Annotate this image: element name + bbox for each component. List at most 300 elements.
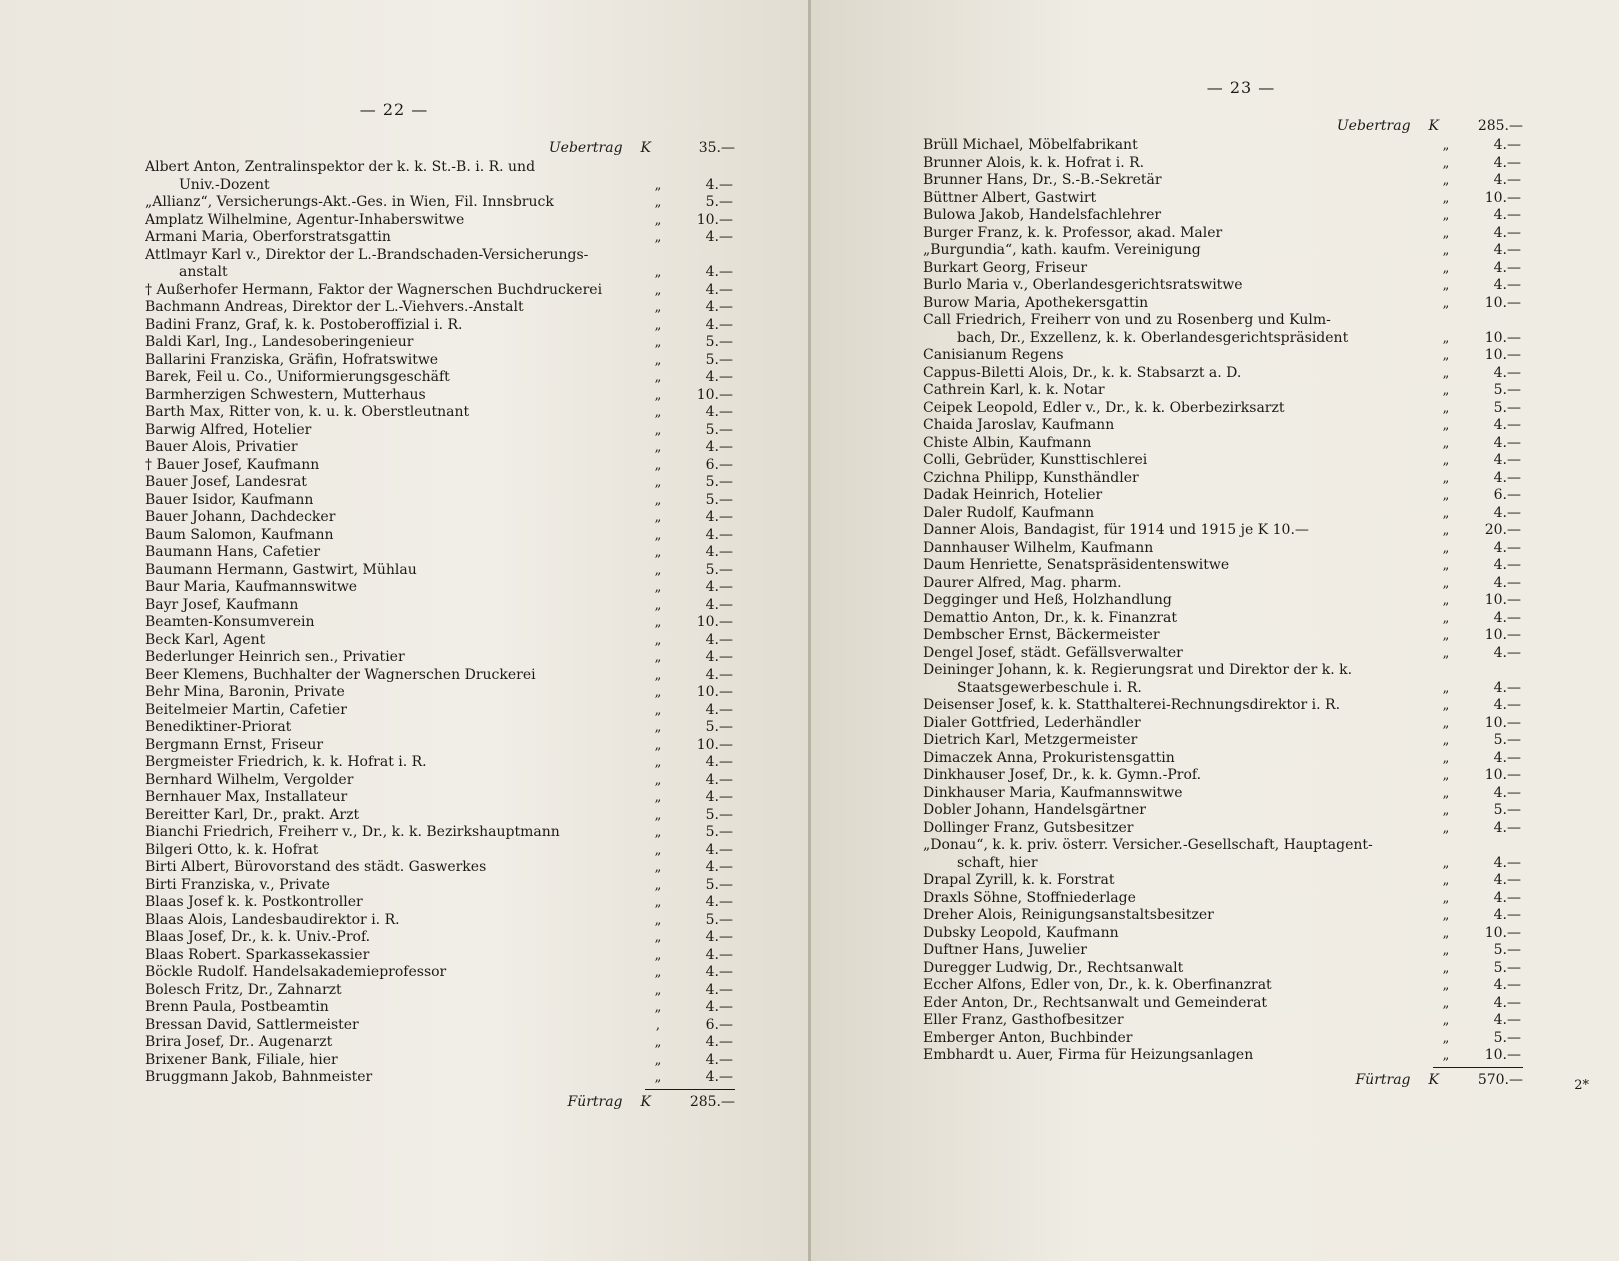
ditto-mark: „ xyxy=(654,912,662,928)
entry-row xyxy=(145,317,735,335)
entry-amount: 4.— xyxy=(1493,644,1521,661)
entry-amount: 4.— xyxy=(705,841,733,858)
entry-name: Eller Franz, Gasthofbesitzer xyxy=(923,1012,1124,1028)
entry-row xyxy=(145,334,735,352)
entry-row xyxy=(923,172,1523,190)
entry-row xyxy=(145,824,735,842)
ditto-mark: „ xyxy=(1442,383,1450,398)
entry-amount: 4.— xyxy=(1493,679,1521,696)
entry-row xyxy=(145,229,735,247)
ditto-mark: „ xyxy=(1442,295,1450,311)
ditto-mark: „ xyxy=(654,177,662,193)
entry-row xyxy=(145,1069,735,1087)
entry-row xyxy=(923,925,1523,943)
entry-row xyxy=(145,194,735,212)
ditto-mark: „ xyxy=(654,370,662,385)
entry-name: Bauer Isidor, Kaufmann xyxy=(145,491,314,508)
ditto-mark: „ xyxy=(654,335,662,350)
entry-name: Barwig Alfred, Hotelier xyxy=(145,421,312,438)
entry-name: Univ.-Dozent xyxy=(179,176,270,193)
entry-name: Armani Maria, Oberforstratsgattin xyxy=(145,229,391,245)
ditto-mark: „ xyxy=(654,790,662,805)
entry-row xyxy=(923,1047,1523,1065)
ditto-mark: „ xyxy=(1442,960,1450,976)
entry-amount: 5.— xyxy=(1493,942,1521,958)
entry-amount: 4.— xyxy=(705,631,733,648)
entry-row xyxy=(145,177,735,195)
entry-amount: 4.— xyxy=(705,526,733,543)
entry-name: Brunner Alois, k. k. Hofrat i. R. xyxy=(923,154,1145,171)
ditto-mark: „ xyxy=(1442,488,1450,503)
entry-amount: 4.— xyxy=(705,229,733,245)
entry-row xyxy=(145,772,735,790)
ditto-mark: „ xyxy=(1442,890,1450,906)
ditto-mark: „ xyxy=(1442,750,1450,766)
entry-row xyxy=(145,649,735,667)
entry-name: Brixener Bank, Filiale, hier xyxy=(145,1051,338,1068)
entry-name: Beer Klemens, Buchhalter der Wagnerschen Druckerei xyxy=(145,666,536,683)
entry-amount: 4.— xyxy=(705,649,733,665)
carry-currency: K xyxy=(1428,1071,1439,1088)
ditto-mark: „ xyxy=(654,545,662,560)
entry-name: Baldi Karl, Ing., Landesoberingenieur xyxy=(145,334,414,350)
entry-row xyxy=(923,382,1523,400)
entry-name: Dadak Heinrich, Hotelier xyxy=(923,487,1103,503)
entry-name: Birti Franziska, v., Private xyxy=(145,876,330,893)
ditto-mark: „ xyxy=(1442,138,1450,153)
entry-amount: 10.— xyxy=(1484,592,1521,608)
entry-row xyxy=(145,159,735,177)
entry-row xyxy=(145,754,735,772)
entry-amount: 4.— xyxy=(1493,364,1521,381)
entry-row xyxy=(145,982,735,1000)
page-right xyxy=(811,0,1619,1261)
carry-label: Fürtrag xyxy=(1355,1071,1411,1088)
entry-name: Bernhard Wilhelm, Vergolder xyxy=(145,771,354,788)
entry-amount: 4.— xyxy=(705,1034,733,1050)
ditto-mark: „ xyxy=(1442,575,1450,591)
entry-amount: 10.— xyxy=(696,736,733,753)
entry-name: Bederlunger Heinrich sen., Privatier xyxy=(145,649,405,665)
entry-name: Blaas Alois, Landesbaudirektor i. R. xyxy=(145,911,400,928)
entry-row xyxy=(145,282,735,300)
ditto-mark: „ xyxy=(654,702,662,718)
entry-name: Bauer Alois, Privatier xyxy=(145,439,298,455)
ditto-mark: „ xyxy=(654,737,662,753)
entry-amount: 4.— xyxy=(705,1069,733,1085)
ditto-mark: „ xyxy=(1442,995,1450,1011)
entry-name: Bruggmann Jakob, Bahnmeister xyxy=(145,1069,373,1085)
entry-row xyxy=(145,544,735,562)
entry-amount: 10.— xyxy=(696,211,733,228)
entry-amount: 4.— xyxy=(705,281,733,298)
ditto-mark: „ xyxy=(654,720,662,735)
entry-name: Amplatz Wilhelmine, Agentur-Inhaberswitwe xyxy=(145,211,465,228)
entry-name: Beck Karl, Agent xyxy=(145,631,266,648)
ditto-mark: „ xyxy=(654,1070,662,1085)
ditto-mark: „ xyxy=(654,895,662,910)
entry-row xyxy=(923,330,1523,348)
ditto-mark: „ xyxy=(654,842,662,858)
ditto-mark: „ xyxy=(654,860,662,875)
signature-mark: 2* xyxy=(1574,1078,1589,1093)
entry-row xyxy=(923,627,1523,645)
carry-out-row xyxy=(923,1072,1523,1091)
entry-name: Bernhauer Max, Installateur xyxy=(145,789,348,805)
entry-row xyxy=(923,540,1523,558)
entry-name: „Allianz“, Versicherungs-Akt.-Ges. in Wien, Fil. Innsbruck xyxy=(145,194,554,210)
ditto-mark: „ xyxy=(1442,610,1450,626)
entry-amount: 4.— xyxy=(705,596,733,613)
entry-name: Daum Henriette, Senatspräsidentenswitwe xyxy=(923,557,1230,573)
page-number: — 22 — xyxy=(359,100,429,119)
ditto-mark: „ xyxy=(654,1000,662,1015)
ditto-mark: „ xyxy=(1442,558,1450,573)
entry-amount: 20.— xyxy=(1484,522,1521,538)
ditto-mark: „ xyxy=(1442,908,1450,923)
entry-amount: 4.— xyxy=(1493,889,1521,906)
entry-amount: 4.— xyxy=(1493,609,1521,626)
ditto-mark: „ xyxy=(654,807,662,823)
entry-row xyxy=(923,890,1523,908)
entry-name: Daler Rudolf, Kaufmann xyxy=(923,504,1095,521)
entry-amount: 4.— xyxy=(1493,242,1521,258)
entry-amount: 10.— xyxy=(1484,347,1521,363)
entry-row xyxy=(923,977,1523,995)
entry-name: Dollinger Franz, Gutsbesitzer xyxy=(923,819,1134,836)
entry-name: Call Friedrich, Freiherr von und zu Rosenberg und Kulm- xyxy=(923,312,1331,328)
ditto-mark: „ xyxy=(1442,680,1450,696)
carry-out-row xyxy=(145,1094,735,1113)
entry-row xyxy=(923,155,1523,173)
ditto-mark: „ xyxy=(654,825,662,840)
ditto-mark: „ xyxy=(1442,715,1450,731)
entry-amount: 4.— xyxy=(705,701,733,718)
entry-amount: 5.— xyxy=(1493,399,1521,416)
ditto-mark: „ xyxy=(1442,978,1450,993)
entry-row xyxy=(923,190,1523,208)
entry-name: Dinkhauser Maria, Kaufmannswitwe xyxy=(923,784,1183,801)
entry-row xyxy=(923,365,1523,383)
entry-row xyxy=(923,855,1523,873)
entry-row xyxy=(923,400,1523,418)
entry-amount: 4.— xyxy=(1493,819,1521,836)
entry-amount: 4.— xyxy=(705,754,733,770)
entry-row xyxy=(923,802,1523,820)
entry-amount: 5.— xyxy=(705,421,733,438)
entry-amount: 4.— xyxy=(705,964,733,980)
entry-row xyxy=(145,947,735,965)
entry-name: Dubsky Leopold, Kaufmann xyxy=(923,924,1119,941)
carry-currency: K xyxy=(640,140,651,156)
entry-amount: 4.— xyxy=(705,369,733,385)
entry-amount: 5.— xyxy=(705,876,733,893)
entry-row xyxy=(145,719,735,737)
ditto-mark: „ xyxy=(1442,330,1450,346)
entry-name: Degginger und Heß, Holzhandlung xyxy=(923,592,1172,608)
entry-amount: 4.— xyxy=(705,316,733,333)
entry-amount: 4.— xyxy=(705,859,733,875)
entry-row xyxy=(145,877,735,895)
carry-amount: 285.— xyxy=(1477,118,1523,134)
ditto-mark: „ xyxy=(1442,785,1450,801)
ditto-mark: „ xyxy=(1442,593,1450,608)
entry-name: Dobler Johann, Handelsgärtner xyxy=(923,802,1146,818)
entry-row xyxy=(923,995,1523,1013)
entry-name: Burow Maria, Apothekersgattin xyxy=(923,294,1149,311)
ditto-mark: „ xyxy=(654,510,662,525)
entry-row xyxy=(923,575,1523,593)
ledger-block xyxy=(145,140,735,1113)
entry-amount: 5.— xyxy=(705,719,733,735)
entry-amount: 4.— xyxy=(1493,697,1521,713)
entry-row xyxy=(923,557,1523,575)
entry-name: Bauer Johann, Dachdecker xyxy=(145,509,336,525)
entry-amount: 5.— xyxy=(705,806,733,823)
ditto-mark: „ xyxy=(654,440,662,455)
ditto-mark: „ xyxy=(1442,540,1450,556)
entry-row xyxy=(923,907,1523,925)
entry-amount: 10.— xyxy=(1484,767,1521,783)
entry-row xyxy=(923,137,1523,155)
ditto-mark: „ xyxy=(654,527,662,543)
entry-row xyxy=(923,207,1523,225)
entry-name: Burkart Georg, Friseur xyxy=(923,259,1088,276)
ditto-mark: „ xyxy=(654,387,662,403)
entry-amount: 10.— xyxy=(696,684,733,700)
ditto-mark: „ xyxy=(1442,820,1450,836)
entry-name: Bianchi Friedrich, Freiherr v., Dr., k. k. Bezirkshauptmann xyxy=(145,824,560,840)
entry-row xyxy=(923,785,1523,803)
ditto-mark: „ xyxy=(654,685,662,700)
entry-row xyxy=(145,964,735,982)
entry-name: Dinkhauser Josef, Dr., k. k. Gymn.-Prof. xyxy=(923,767,1202,783)
entry-row xyxy=(145,614,735,632)
entry-amount: 10.— xyxy=(1484,1047,1521,1063)
carry-in-row xyxy=(923,118,1523,137)
ditto-mark: „ xyxy=(654,965,662,980)
entry-row xyxy=(923,505,1523,523)
entry-row xyxy=(923,470,1523,488)
sum-rule xyxy=(645,1089,735,1090)
entry-name: Embhardt u. Auer, Firma für Heizungsanlagen xyxy=(923,1047,1254,1063)
entry-amount: 5.— xyxy=(705,351,733,368)
entry-row xyxy=(145,667,735,685)
entry-name: Canisianum Regens xyxy=(923,347,1064,363)
entry-name: Bachmann Andreas, Direktor der L.-Viehvers.-Anstalt xyxy=(145,299,524,315)
ditto-mark: „ xyxy=(654,265,662,280)
entry-amount: 4.— xyxy=(705,579,733,595)
entry-row xyxy=(145,912,735,930)
ditto-mark: „ xyxy=(654,230,662,245)
entry-name: Bayr Josef, Kaufmann xyxy=(145,596,299,613)
entry-amount: 4.— xyxy=(705,981,733,998)
entry-row xyxy=(145,789,735,807)
entry-name: Burger Franz, k. k. Professor, akad. Maler xyxy=(923,224,1223,241)
entry-row xyxy=(145,842,735,860)
entry-name: Ceipek Leopold, Edler v., Dr., k. k. Oberbezirksarzt xyxy=(923,399,1285,416)
ditto-mark: „ xyxy=(1442,523,1450,538)
ditto-mark: „ xyxy=(654,195,662,210)
entry-name: Blaas Josef, Dr., k. k. Univ.-Prof. xyxy=(145,929,371,945)
entry-amount: 4.— xyxy=(1493,417,1521,433)
entry-amount: 4.— xyxy=(1493,172,1521,188)
ditto-mark: „ xyxy=(1442,1030,1450,1046)
ditto-mark: „ xyxy=(654,300,662,315)
ditto-mark: „ xyxy=(654,405,662,420)
ditto-mark: „ xyxy=(1442,155,1450,171)
ditto-mark: „ xyxy=(654,562,662,578)
ditto-mark: „ xyxy=(1442,173,1450,188)
ditto-mark: „ xyxy=(1442,873,1450,888)
entry-list xyxy=(145,159,735,1087)
entry-amount: 4.— xyxy=(1493,259,1521,276)
entry-row xyxy=(145,439,735,457)
ditto-mark: „ xyxy=(1442,855,1450,871)
ditto-mark: „ xyxy=(654,632,662,648)
entry-name: Burlo Maria v., Oberlandesgerichtsratswitwe xyxy=(923,277,1243,293)
entry-name: Staatsgewerbeschule i. R. xyxy=(957,679,1142,696)
entry-amount: 6.— xyxy=(705,456,733,473)
entry-row xyxy=(145,264,735,282)
entry-amount: 4.— xyxy=(705,544,733,560)
entry-name: Blaas Robert. Sparkassekassier xyxy=(145,946,370,963)
entry-name: † Bauer Josef, Kaufmann xyxy=(145,456,320,473)
entry-row xyxy=(145,632,735,650)
entry-name: Dietrich Karl, Metzgermeister xyxy=(923,732,1138,748)
entry-row xyxy=(923,1030,1523,1048)
ditto-mark: „ xyxy=(1442,208,1450,223)
entry-amount: 4.— xyxy=(705,176,733,193)
entry-amount: 5.— xyxy=(1493,802,1521,818)
entry-amount: 6.— xyxy=(1493,487,1521,503)
entry-amount: 10.— xyxy=(1484,294,1521,311)
entry-amount: 4.— xyxy=(705,894,733,910)
entry-amount: 4.— xyxy=(705,771,733,788)
entry-name: Dengel Josef, städt. Gefällsverwalter xyxy=(923,644,1183,661)
entry-name: Dialer Gottfried, Lederhändler xyxy=(923,714,1141,731)
ditto-mark: „ xyxy=(1442,348,1450,363)
entry-amount: 4.— xyxy=(1493,1012,1521,1028)
entry-amount: 10.— xyxy=(696,386,733,403)
entry-amount: 4.— xyxy=(1493,784,1521,801)
entry-row xyxy=(923,715,1523,733)
entry-name: Cappus-Biletti Alois, Dr., k. k. Stabsarzt a. D. xyxy=(923,364,1242,381)
entry-name: Böckle Rudolf. Handelsakademieprofessor xyxy=(145,964,447,980)
entry-row xyxy=(923,750,1523,768)
entry-amount: 10.— xyxy=(1484,924,1521,941)
entry-row xyxy=(145,457,735,475)
entry-row xyxy=(145,474,735,492)
entry-row xyxy=(145,527,735,545)
entry-amount: 4.— xyxy=(1493,977,1521,993)
entry-name: Dannhauser Wilhelm, Kaufmann xyxy=(923,539,1154,556)
carry-currency: K xyxy=(640,1093,651,1110)
carry-currency: K xyxy=(1428,118,1439,134)
entry-row xyxy=(923,417,1523,435)
entry-name: Cathrein Karl, k. k. Notar xyxy=(923,382,1105,398)
entry-name: Baumann Hans, Cafetier xyxy=(145,544,321,560)
entry-row xyxy=(145,579,735,597)
ditto-mark: „ xyxy=(654,422,662,438)
ditto-mark: „ xyxy=(654,877,662,893)
entry-amount: 4.— xyxy=(705,404,733,420)
entry-amount: 4.— xyxy=(705,264,733,280)
ditto-mark: „ xyxy=(654,982,662,998)
entry-row xyxy=(145,369,735,387)
entry-name: Bilgeri Otto, k. k. Hofrat xyxy=(145,841,319,858)
entry-row xyxy=(923,312,1523,330)
entry-amount: 4.— xyxy=(705,789,733,805)
entry-name: Bergmeister Friedrich, k. k. Hofrat i. R. xyxy=(145,754,427,770)
ditto-mark: „ xyxy=(1442,365,1450,381)
ditto-mark: „ xyxy=(654,1035,662,1050)
entry-row xyxy=(145,929,735,947)
entry-amount: 5.— xyxy=(1493,959,1521,976)
entry-amount: 4.— xyxy=(1493,469,1521,486)
page-number: — 23 — xyxy=(1206,78,1276,97)
ditto-mark: „ xyxy=(1442,768,1450,783)
entry-amount: 4.— xyxy=(1493,994,1521,1011)
entry-amount: 4.— xyxy=(1493,557,1521,573)
entry-amount: 4.— xyxy=(705,509,733,525)
ditto-mark: „ xyxy=(1442,190,1450,206)
entry-amount: 4.— xyxy=(1493,452,1521,468)
entry-name: Beamten-Konsumverein xyxy=(145,614,315,630)
entry-name: Emberger Anton, Buchbinder xyxy=(923,1029,1133,1046)
entry-row xyxy=(145,894,735,912)
entry-name: Beitelmeier Martin, Cafetier xyxy=(145,701,347,718)
ditto-mark: „ xyxy=(654,580,662,595)
ditto-mark: „ xyxy=(1442,1013,1450,1028)
entry-row xyxy=(923,522,1523,540)
entry-row xyxy=(923,662,1523,680)
entry-row xyxy=(923,732,1523,750)
entry-row xyxy=(145,597,735,615)
entry-row xyxy=(923,697,1523,715)
ditto-mark: „ xyxy=(654,615,662,630)
entry-row xyxy=(923,592,1523,610)
ditto-mark: „ xyxy=(654,755,662,770)
entry-amount: 10.— xyxy=(1484,189,1521,206)
page-left xyxy=(0,0,808,1261)
ditto-mark: „ xyxy=(654,1052,662,1068)
entry-amount: 4.— xyxy=(1493,749,1521,766)
ditto-mark: „ xyxy=(1442,470,1450,486)
ditto-mark: „ xyxy=(1442,418,1450,433)
ditto-mark: „ xyxy=(1442,803,1450,818)
carry-amount: 570.— xyxy=(1477,1071,1523,1088)
ditto-mark: „ xyxy=(654,282,662,298)
entry-name: Dembscher Ernst, Bäckermeister xyxy=(923,627,1160,643)
entry-row xyxy=(145,352,735,370)
entry-name: anstalt xyxy=(179,264,228,280)
entry-name: Duftner Hans, Juwelier xyxy=(923,942,1087,958)
entry-amount: 10.— xyxy=(1484,329,1521,346)
carry-amount: 35.— xyxy=(698,140,735,156)
entry-name: Attlmayr Karl v., Direktor der L.-Brandschaden-Versicherungs- xyxy=(145,246,589,263)
entry-name: Baur Maria, Kaufmannswitwe xyxy=(145,579,358,595)
entry-name: Baumann Hermann, Gastwirt, Mühlau xyxy=(145,561,417,578)
ditto-mark: „ xyxy=(1442,645,1450,661)
entry-name: Albert Anton, Zentralinspektor der k. k. St.-B. i. R. und xyxy=(145,159,536,175)
ditto-mark: „ xyxy=(654,947,662,963)
entry-amount: 4.— xyxy=(1493,154,1521,171)
entry-amount: 4.— xyxy=(705,946,733,963)
entry-row xyxy=(923,225,1523,243)
ditto-mark: „ xyxy=(1442,1048,1450,1063)
ditto-mark: „ xyxy=(654,492,662,508)
